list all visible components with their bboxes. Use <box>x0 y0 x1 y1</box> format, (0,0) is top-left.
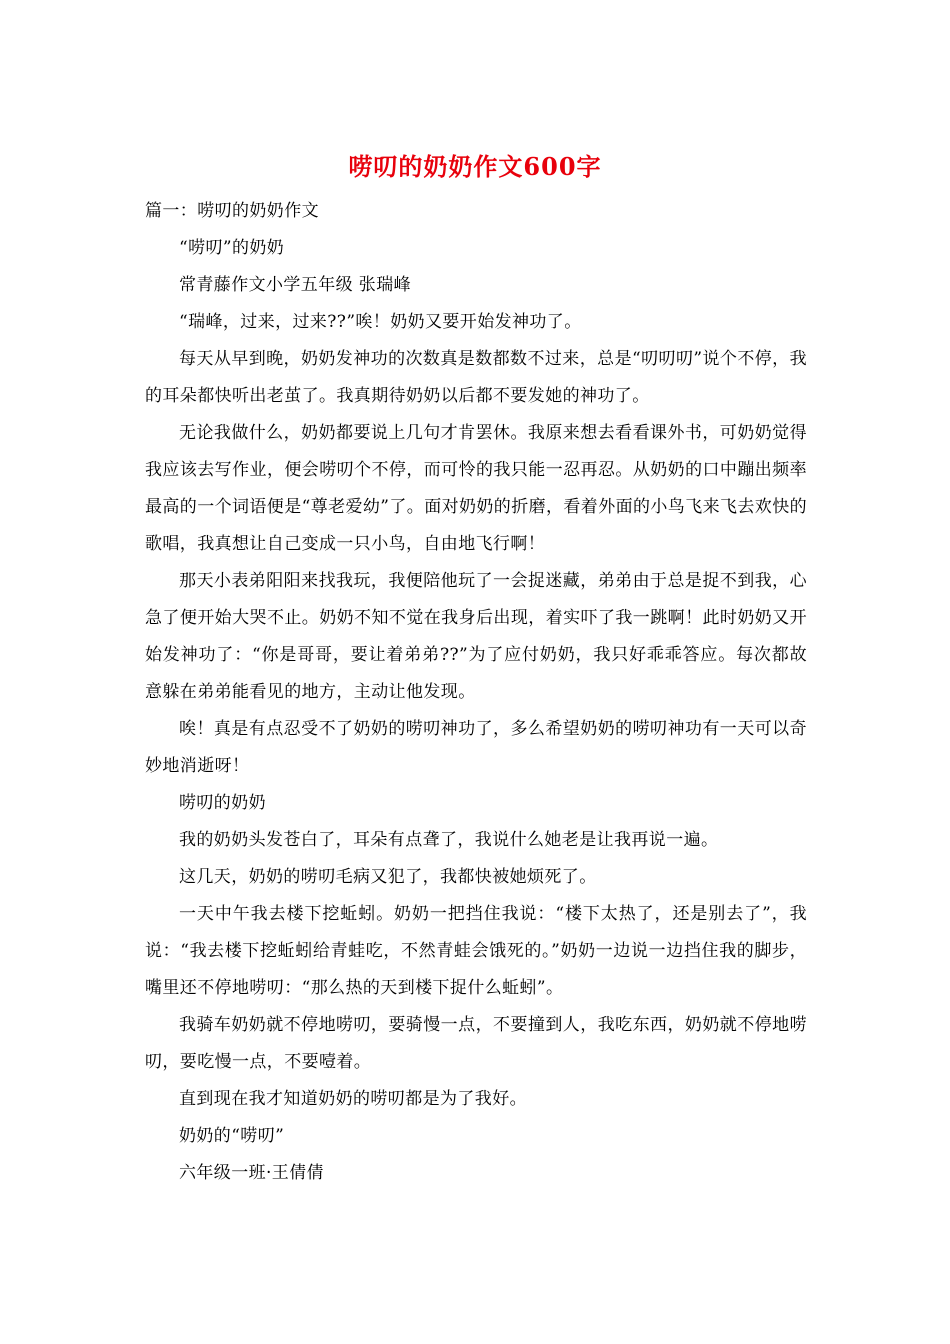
essay-title: “唠叨”的奶奶 <box>179 238 285 258</box>
paragraph: 我的奶奶头发苍白了，耳朵有点聋了，我说什么她老是让我再说一遍。 <box>179 830 719 850</box>
author-line: 六年级一班·王倩倩 <box>179 1163 325 1183</box>
paragraph: 唉！真是有点忍受不了奶奶的唠叨神功了，多么希望奶奶的唠叨神功有一天可以奇妙地消逝呀！ <box>145 719 807 776</box>
paragraph: 每天从早到晚，奶奶发神功的次数真是数都数不过来，总是“叨叨叨”说个不停，我的耳朵都快听出老茧了。我真期待奶奶以后都不要发她的神功了。 <box>145 349 807 406</box>
section-heading: 篇一：唠叨的奶奶作文 <box>145 201 319 221</box>
paragraph: “瑞峰，过来，过来??”唉！奶奶又要开始发神功了。 <box>179 312 582 332</box>
paragraph: 我骑车奶奶就不停地唠叨，要骑慢一点，不要撞到人，我吃东西，奶奶就不停地唠叨，要吃慢一点，不要噎着。 <box>145 1015 807 1072</box>
paragraph: 一天中午我去楼下挖蚯蚓。奶奶一把挡住我说：“楼下太热了，还是别去了”，我说：“我去楼下挖蚯蚓给青蛙吃，不然青蛙会饿死的。”奶奶一边说一边挡住我的脚步，嘴里还不停地唠叨：“那么热的天到楼下捉什么蚯蚓”。 <box>145 904 807 998</box>
essay-title: 唠叨的奶奶 <box>179 793 266 813</box>
author-line: 常青藤作文小学五年级 张瑞峰 <box>179 275 412 295</box>
paragraph: 这几天，奶奶的唠叨毛病又犯了，我都快被她烦死了。 <box>179 867 597 887</box>
essay-title: 奶奶的“唠叨” <box>179 1126 285 1146</box>
paragraph: 那天小表弟阳阳来找我玩，我便陪他玩了一会捉迷藏，弟弟由于总是捉不到我，心急了便开始大哭不止。奶奶不知不觉在我身后出现，着实吓了我一跳啊！此时奶奶又开始发神功了：“你是哥哥，要让着弟弟??”为了应付奶奶，我只好乖乖答应。每次都故意躲在弟弟能看见的地方，主动让他发现。 <box>145 571 807 702</box>
paragraph: 直到现在我才知道奶奶的唠叨都是为了我好。 <box>179 1089 527 1109</box>
paragraph: 无论我做什么，奶奶都要说上几句才肯罢休。我原来想去看看课外书，可奶奶觉得我应该去写作业，便会唠叨个不停，而可怜的我只能一忍再忍。从奶奶的口中蹦出频率最高的一个词语便是“尊老爱幼”了。面对奶奶的折磨，看着外面的小鸟飞来飞去欢快的歌唱，我真想让自己变成一只小鸟，自由地飞行啊！ <box>145 423 807 554</box>
document-title: 唠叨的奶奶作文600字 <box>348 152 602 181</box>
document-body <box>145 193 807 1192</box>
